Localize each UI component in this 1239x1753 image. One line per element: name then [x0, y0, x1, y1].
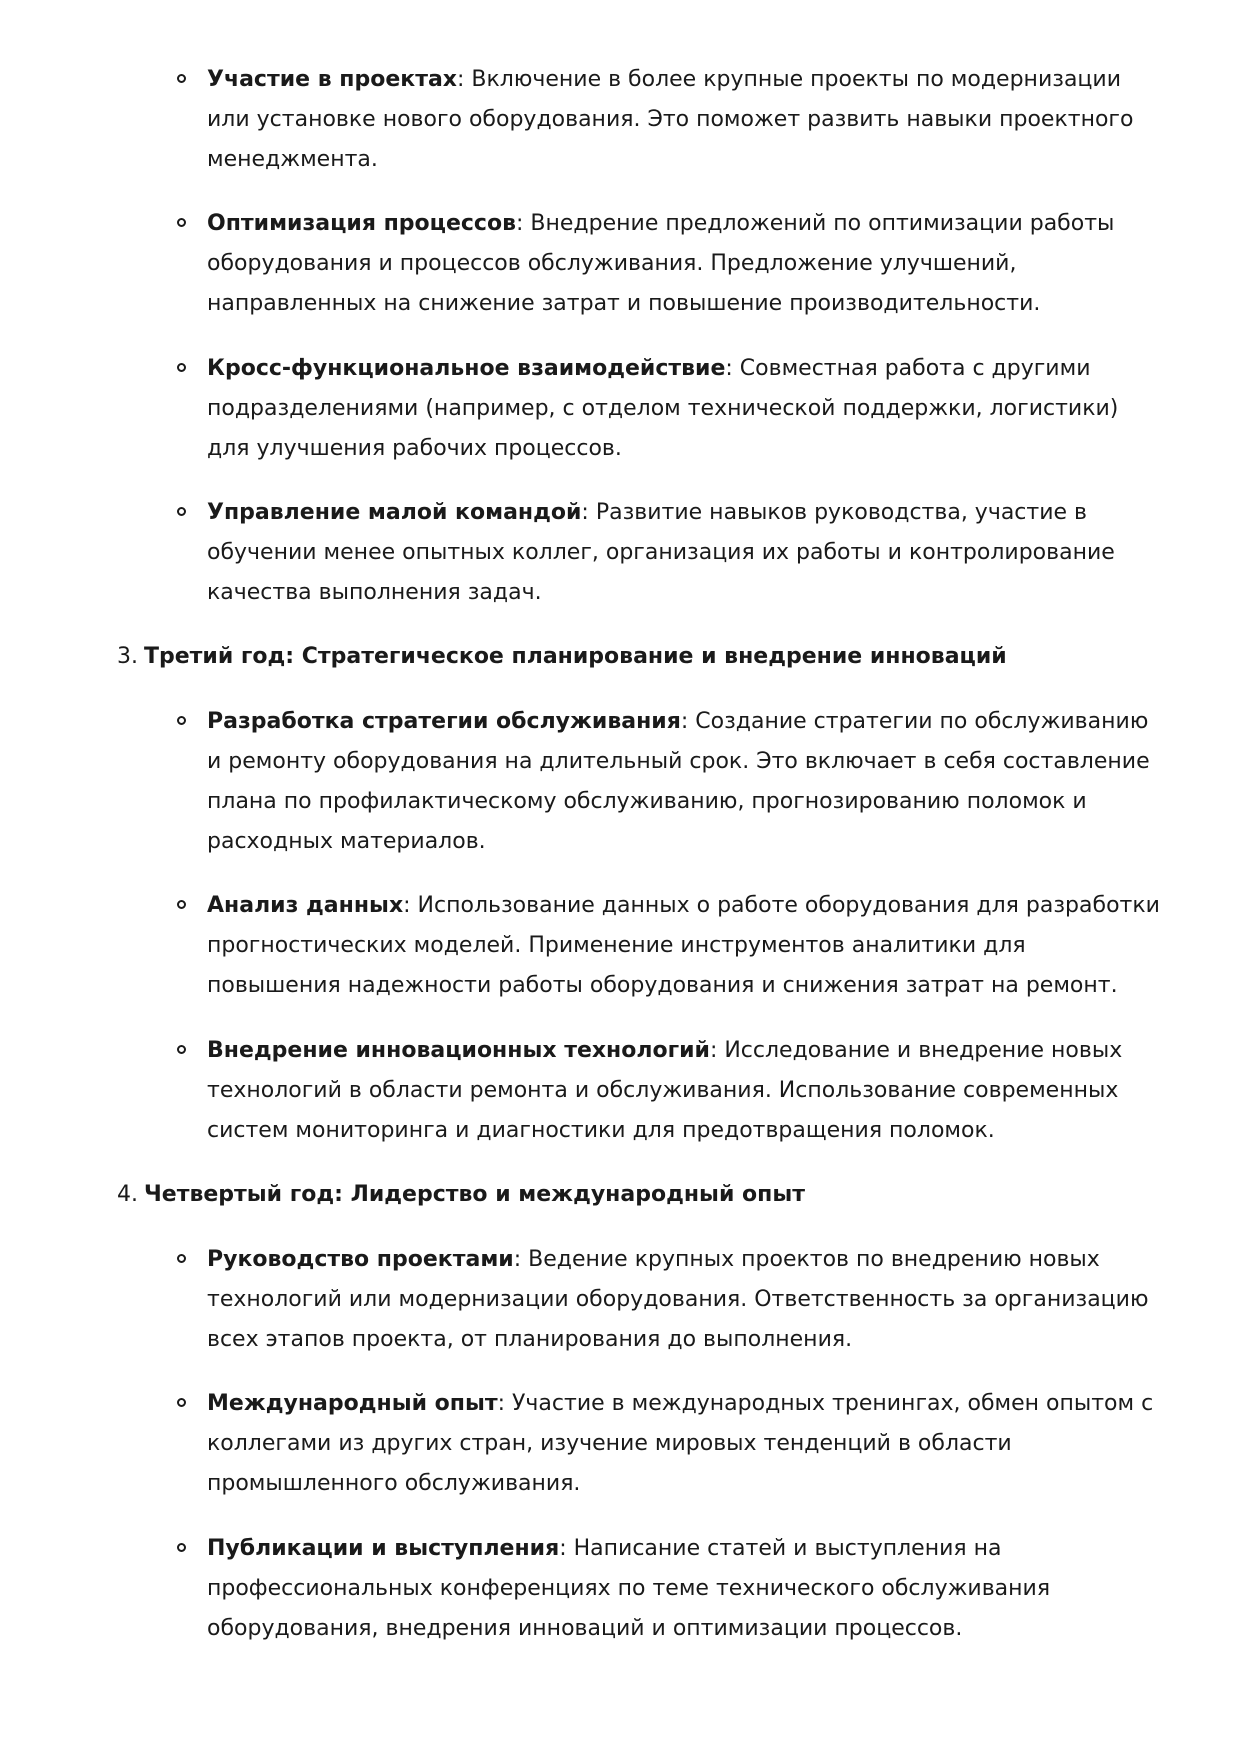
list-item — [207, 493, 1162, 613]
circle-bullet-icon — [177, 900, 186, 909]
list-item — [207, 1240, 1162, 1360]
item-title: Внедрение инновационных технологий — [207, 1038, 710, 1063]
item-title: Управление малой командой — [207, 500, 582, 525]
list-item — [207, 1031, 1162, 1151]
item-text: : Ведение крупных проектов по внедрению новых технологий или модернизации оборудования. Ответственность за организацию всех этапов проекта, от планирования до выполнения. — [207, 1247, 1149, 1352]
item-title: Руководство проектами — [207, 1247, 514, 1272]
section-number: 3. — [117, 644, 138, 669]
circle-bullet-icon — [177, 1045, 186, 1054]
item-title: Участие в проектах — [207, 67, 457, 92]
list-item — [207, 1384, 1162, 1504]
section-title: Третий год: Стратегическое планирование и внедрение инноваций — [144, 644, 1007, 669]
item-text: : Участие в международных тренингах, обмен опытом с коллегами из других стран, изучение мировых тенденций в области промышленного обслуживания. — [207, 1391, 1154, 1496]
item-text: : Написание статей и выступления на профессиональных конференциях по теме технического обслуживания оборудования, внедрения инноваций и оптимизации процессов. — [207, 1536, 1051, 1641]
section-title: Четвертый год: Лидерство и международный опыт — [144, 1182, 805, 1207]
circle-bullet-icon — [177, 1398, 186, 1407]
section-number: 4. — [117, 1182, 138, 1207]
item-title: Разработка стратегии обслуживания — [207, 709, 681, 734]
section-heading — [117, 637, 1157, 677]
circle-bullet-icon — [177, 363, 186, 372]
item-text: : Развитие навыков руководства, участие в обучении менее опытных коллег, организация их работы и контролирование качества выполнения задач. — [207, 500, 1115, 605]
item-text: : Исследование и внедрение новых технологий в области ремонта и обслуживания. Использование современных систем мониторинга и диагностики для предотвращения поломок. — [207, 1038, 1123, 1143]
list-item — [207, 204, 1162, 324]
item-title: Кросс-функциональное взаимодействие — [207, 356, 726, 381]
circle-bullet-icon — [177, 716, 186, 725]
circle-bullet-icon — [177, 1543, 186, 1552]
list-item — [207, 349, 1162, 469]
item-text: : Использование данных о работе оборудования для разработки прогностических моделей. Применение инструментов аналитики для повышения надежности работы оборудования и снижения затрат на ремонт. — [207, 893, 1160, 998]
item-text: : Создание стратегии по обслуживанию и ремонту оборудования на длительный срок. Это включает в себя составление плана по профилактическому обслуживанию, прогнозированию поломок и расходных материалов. — [207, 709, 1150, 854]
item-title: Анализ данных — [207, 893, 404, 918]
item-text: : Совместная работа с другими подразделениями (например, с отделом технической поддержки, логистики) для улучшения рабочих процессов. — [207, 356, 1119, 461]
list-item — [207, 1529, 1162, 1649]
circle-bullet-icon — [177, 218, 186, 227]
list-item — [207, 886, 1162, 1006]
list-item — [207, 60, 1162, 180]
item-title: Международный опыт — [207, 1391, 498, 1416]
section-heading — [117, 1175, 1157, 1215]
item-title: Оптимизация процессов — [207, 211, 517, 236]
circle-bullet-icon — [177, 74, 186, 83]
item-text: : Внедрение предложений по оптимизации работы оборудования и процессов обслуживания. Предложение улучшений, направленных на снижение затрат и повышение производительности. — [207, 211, 1115, 316]
circle-bullet-icon — [177, 507, 186, 516]
item-text: : Включение в более крупные проекты по модернизации или установке нового оборудования. Это поможет развить навыки проектного менеджмента. — [207, 67, 1134, 172]
list-item — [207, 702, 1162, 862]
circle-bullet-icon — [177, 1254, 186, 1263]
item-title: Публикации и выступления — [207, 1536, 560, 1561]
